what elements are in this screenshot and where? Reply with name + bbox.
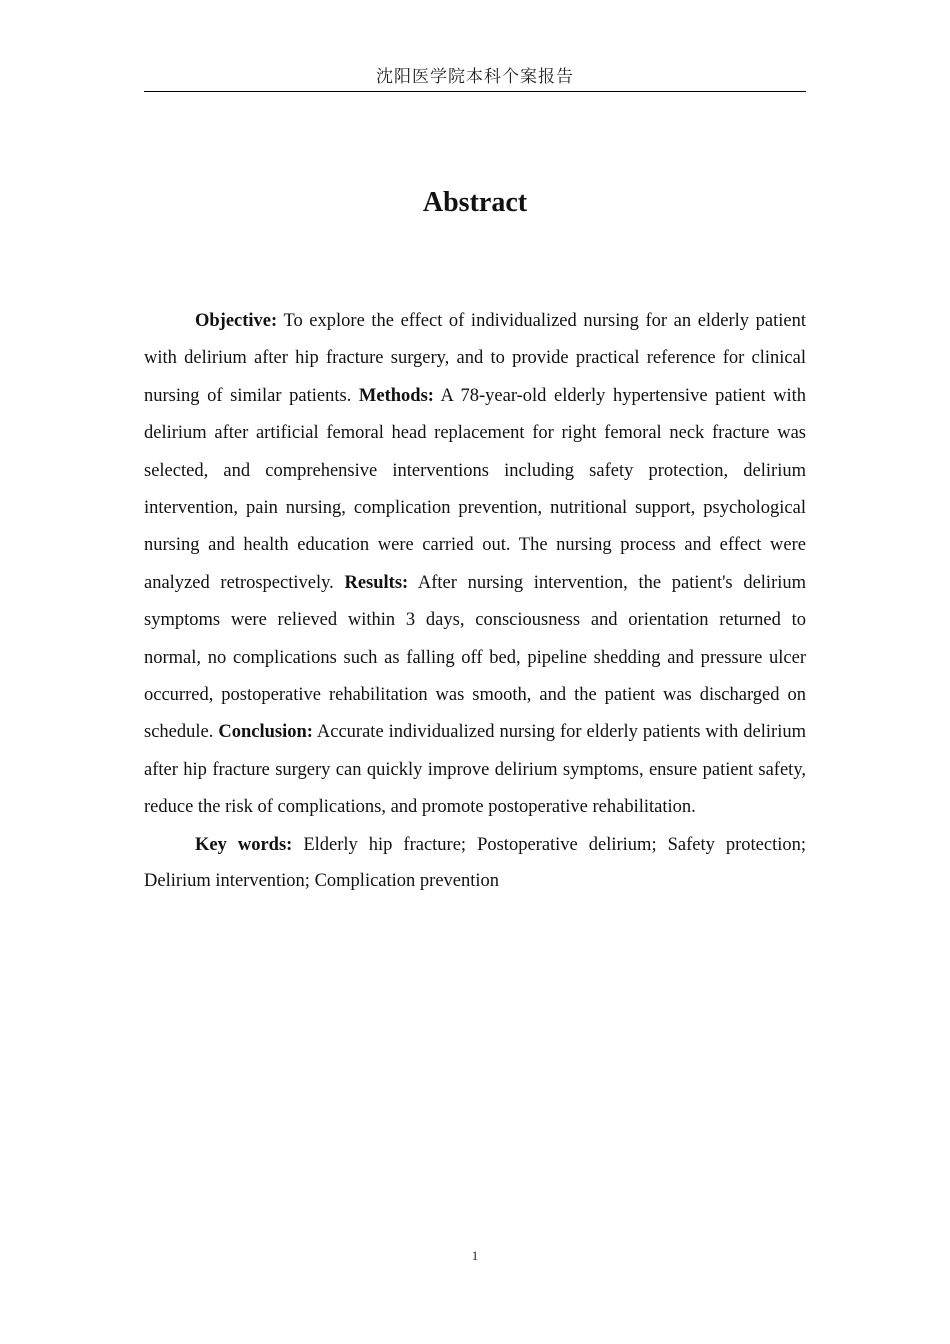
conclusion-text: Accurate individualized nursing for elderly patients with delirium after hip fracture surgery can quickly improve delirium symptoms, ensure patient safety, reduce the risk of complications, and promote postoperative rehabilitation.	[144, 722, 806, 818]
conclusion-label: Conclusion:	[218, 722, 313, 743]
keywords-text: Elderly hip fracture; Postoperative delirium; Safety protection; Delirium intervention; Complication prevention	[144, 834, 806, 892]
objective-label: Objective:	[195, 311, 278, 331]
page-number: 1	[471, 1248, 479, 1263]
keywords-paragraph	[144, 827, 806, 900]
results-text: After nursing intervention, the patient's delirium symptoms were relieved within 3 days, consciousness and orientation returned to normal, no complications such as falling off bed, pipeline shedding and pressure ulcer occurred, postoperative rehabilitation was smooth, and the patient was discharged on schedule.	[144, 572, 807, 743]
abstract-body	[144, 303, 806, 900]
abstract-title: Abstract	[422, 187, 528, 218]
abstract-paragraph	[144, 303, 806, 827]
results-label: Results:	[344, 572, 409, 593]
methods-label: Methods:	[358, 385, 434, 406]
objective-text: To explore the effect of individualized nursing for an elderly patient with delirium after hip fracture surgery, and to provide practical reference for clinical nursing of similar patients.	[144, 311, 806, 406]
page-header: 沈阳医学院本科个案报告	[376, 67, 574, 87]
header-rule	[144, 91, 806, 92]
keywords-label: Key words:	[195, 834, 293, 855]
methods-text: A 78-year-old elderly hypertensive patient with delirium after artificial femoral head replacement for right femoral neck fracture was selected, and comprehensive interventions including safety protection, delirium intervention, pain nursing, complication prevention, nutritional support, psychological nursing and health education were carried out. The nursing process and effect were analyzed retrospectively.	[144, 385, 806, 593]
